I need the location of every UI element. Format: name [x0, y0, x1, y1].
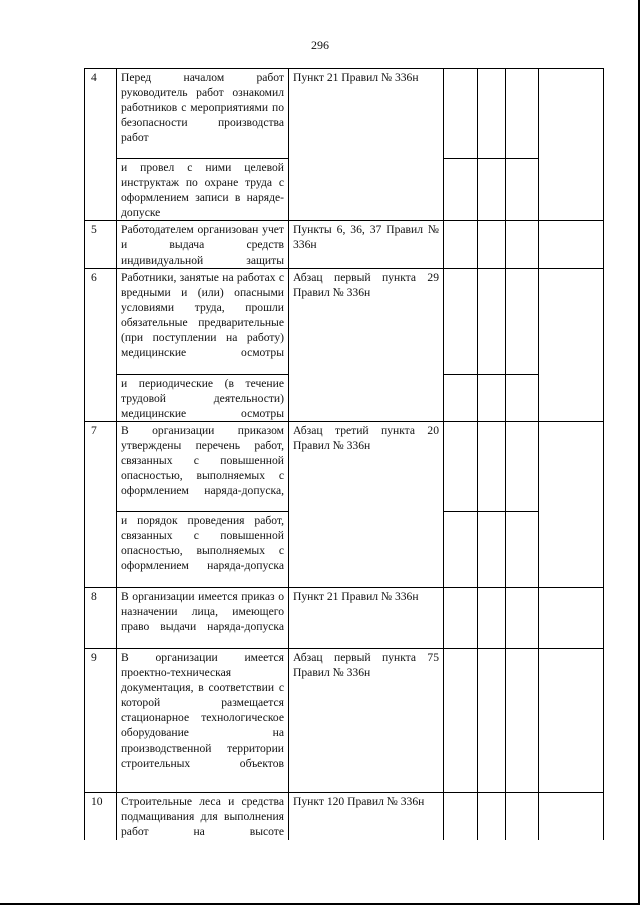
page-number: 296 — [311, 38, 329, 52]
requirement-cell: и периодические (в течение трудовой деятельности) медицинские осмотры — [117, 374, 289, 421]
row-number: 10 — [85, 792, 117, 840]
checklist-table — [84, 68, 604, 840]
answer-cell[interactable] — [506, 587, 539, 648]
comment-cell[interactable] — [539, 792, 604, 840]
answer-cell[interactable] — [444, 648, 478, 792]
reference-cell: Абзац первый пункта 75 Правил № 336н — [289, 648, 444, 792]
table-row — [85, 648, 604, 792]
answer-cell[interactable] — [444, 587, 478, 648]
requirement-cell: Строительные леса и средства подмащивания для выполнения работ на высоте — [117, 792, 289, 840]
answer-cell[interactable] — [478, 159, 506, 221]
requirement-cell: Работодателем организован учет и выдача средств индивидуальной защиты — [117, 221, 289, 268]
answer-cell[interactable] — [444, 792, 478, 840]
answer-cell[interactable] — [478, 421, 506, 511]
row-number: 5 — [85, 221, 117, 268]
answer-cell[interactable] — [478, 587, 506, 648]
answer-cell[interactable] — [444, 421, 478, 511]
answer-cell[interactable] — [506, 69, 539, 159]
answer-cell[interactable] — [478, 511, 506, 587]
table-row — [85, 421, 604, 511]
answer-cell[interactable] — [478, 374, 506, 421]
answer-cell[interactable] — [506, 268, 539, 374]
answer-cell[interactable] — [478, 221, 506, 268]
answer-cell[interactable] — [506, 421, 539, 511]
comment-cell[interactable] — [539, 421, 604, 587]
answer-cell[interactable] — [506, 648, 539, 792]
answer-cell[interactable] — [444, 221, 478, 268]
comment-cell[interactable] — [539, 69, 604, 221]
table-row — [85, 221, 604, 268]
answer-cell[interactable] — [506, 374, 539, 421]
comment-cell[interactable] — [539, 268, 604, 421]
requirement-cell: В организации приказом утверждены перечень работ, связанных с повышенной опасностью, выполняемых с оформлением наряда-допуска, — [117, 421, 289, 511]
table-row — [85, 69, 604, 159]
answer-cell[interactable] — [478, 268, 506, 374]
requirement-cell: и порядок проведения работ, связанных с повышенной опасностью, выполняемых с оформлением наряда-допуска — [117, 511, 289, 587]
requirement-cell: В организации имеется приказ о назначении лица, имеющего право выдачи наряда-допуска — [117, 587, 289, 648]
answer-cell[interactable] — [506, 511, 539, 587]
answer-cell[interactable] — [444, 69, 478, 159]
answer-cell[interactable] — [478, 69, 506, 159]
answer-cell[interactable] — [506, 792, 539, 840]
row-number: 6 — [85, 268, 117, 421]
table-row — [85, 792, 604, 840]
reference-cell: Пункты 6, 36, 37 Правил № 336н — [289, 221, 444, 268]
requirement-cell: Перед началом работ руководитель работ ознакомил работников с мероприятиями по безопасности производства работ — [117, 69, 289, 159]
answer-cell[interactable] — [444, 268, 478, 374]
reference-cell: Пункт 21 Правил № 336н — [289, 587, 444, 648]
answer-cell[interactable] — [444, 374, 478, 421]
table-row — [85, 587, 604, 648]
row-number: 8 — [85, 587, 117, 648]
row-number: 7 — [85, 421, 117, 587]
table-row — [85, 268, 604, 374]
comment-cell[interactable] — [539, 648, 604, 792]
requirement-cell: и провел с ними целевой инструктаж по охране труда с оформлением записи в наряде-допуске — [117, 159, 289, 221]
answer-cell[interactable] — [444, 159, 478, 221]
row-number: 4 — [85, 69, 117, 221]
row-number: 9 — [85, 648, 117, 792]
comment-cell[interactable] — [539, 221, 604, 268]
reference-cell: Абзац первый пункта 29 Правил № 336н — [289, 268, 444, 421]
reference-cell: Абзац третий пункта 20 Правил № 336н — [289, 421, 444, 587]
answer-cell[interactable] — [444, 511, 478, 587]
answer-cell[interactable] — [506, 221, 539, 268]
requirement-cell: В организации имеется проектно-техническая документация, в соответствии с которой размещается стационарное технологическое оборудование на производственной территории строительных объектов — [117, 648, 289, 792]
answer-cell[interactable] — [478, 792, 506, 840]
answer-cell[interactable] — [506, 159, 539, 221]
comment-cell[interactable] — [539, 587, 604, 648]
requirement-cell: Работники, занятые на работах с вредными и (или) опасными условиями труда, прошли обязательные предварительные (при поступлении на работу) медицинские осмотры — [117, 268, 289, 374]
reference-cell: Пункт 120 Правил № 336н — [289, 792, 444, 840]
answer-cell[interactable] — [478, 648, 506, 792]
reference-cell: Пункт 21 Правил № 336н — [289, 69, 444, 221]
